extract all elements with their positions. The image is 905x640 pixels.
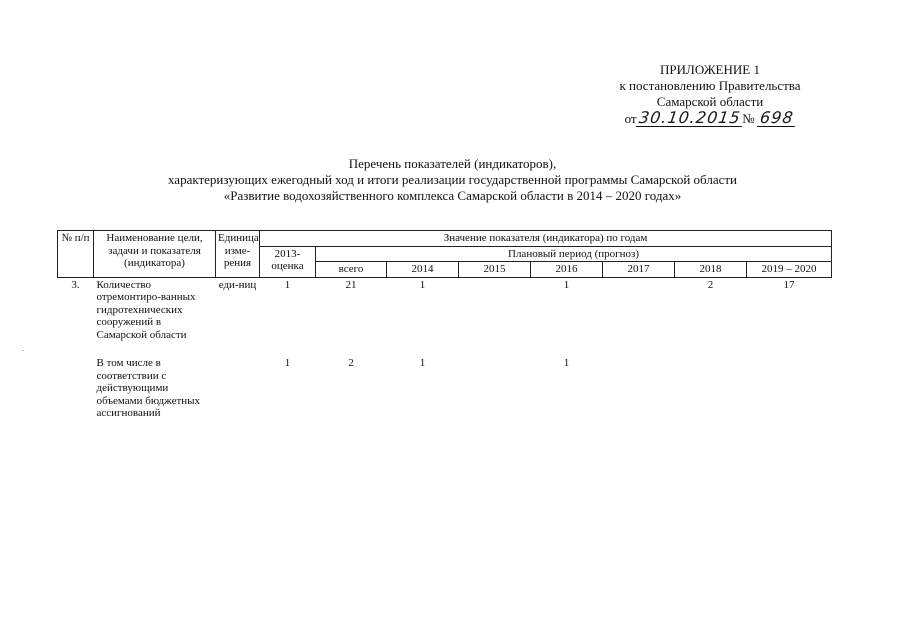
row-name: Количество отремонтиро-ванных гидротехнических сооружений в Самарской области — [96, 278, 196, 341]
indicators-table — [57, 230, 832, 421]
row-2014: 1 — [419, 357, 426, 369]
scan-speck — [22, 350, 24, 351]
appendix-resolution-line: к постановлению Правительства — [619, 78, 801, 93]
header-values-group: Значение показателя (индикатора) по годам — [260, 231, 832, 247]
row-2017 — [603, 277, 675, 342]
title-line-1: Перечень показателей (индикаторов), — [348, 156, 557, 171]
header-unit: Единица изме-рения — [216, 231, 260, 278]
row-2018: 2 — [707, 278, 714, 291]
header-2019-2020: 2019 – 2020 — [747, 262, 832, 278]
appendix-region-line: Самарской области — [656, 94, 764, 109]
row-2016: 1 — [563, 357, 570, 369]
handwritten-date: 30.10.2015 — [637, 108, 742, 127]
header-2013: 2013-оценка — [260, 246, 316, 277]
document-title — [0, 156, 905, 204]
row-2014: 1 — [419, 278, 426, 291]
row-unit: еди-ниц — [218, 278, 257, 291]
date-prefix: от — [624, 111, 637, 126]
title-line-2: характеризующих ежегодный ход и итоги реализации государственной программы Самарской области — [167, 172, 738, 187]
title-line-3: «Развитие водохозяйственного комплекса Самарской области в 2014 – 2020 годах» — [223, 188, 682, 203]
row-2018 — [675, 356, 747, 421]
header-name: Наименование цели, задачи и показателя (индикатора) — [94, 231, 216, 278]
row-2017 — [603, 356, 675, 421]
row-2016: 1 — [563, 278, 570, 291]
row-2013: 1 — [284, 357, 291, 369]
header-plan-group: Плановый период (прогноз) — [316, 246, 832, 262]
row-2019-2020: 17 — [783, 278, 795, 291]
row-total: 2 — [348, 357, 354, 369]
row-2013: 1 — [284, 278, 291, 291]
header-num: № п/п — [58, 231, 94, 278]
row-2015 — [459, 277, 531, 342]
header-2014: 2014 — [387, 262, 459, 278]
row-2019-2020 — [747, 356, 832, 421]
header-2017: 2017 — [603, 262, 675, 278]
row-total: 21 — [345, 278, 357, 291]
appendix-date-number-line — [560, 110, 860, 127]
row-num: 3. — [71, 278, 80, 291]
header-2015: 2015 — [459, 262, 531, 278]
appendix-block — [560, 62, 860, 127]
row-num — [58, 356, 94, 421]
handwritten-number: 698 — [758, 108, 795, 127]
number-prefix: № — [742, 111, 755, 126]
table-row — [58, 356, 832, 421]
header-total: всего — [316, 262, 387, 278]
row-unit — [216, 356, 260, 421]
row-2015 — [459, 356, 531, 421]
header-2016: 2016 — [531, 262, 603, 278]
table-row — [58, 277, 832, 342]
row-name: В том числе в соответствии с действующими объемами бюджетных ассигнований — [96, 357, 201, 419]
row-spacer — [58, 342, 832, 356]
appendix-title: ПРИЛОЖЕНИЕ 1 — [660, 62, 760, 77]
header-2018: 2018 — [675, 262, 747, 278]
